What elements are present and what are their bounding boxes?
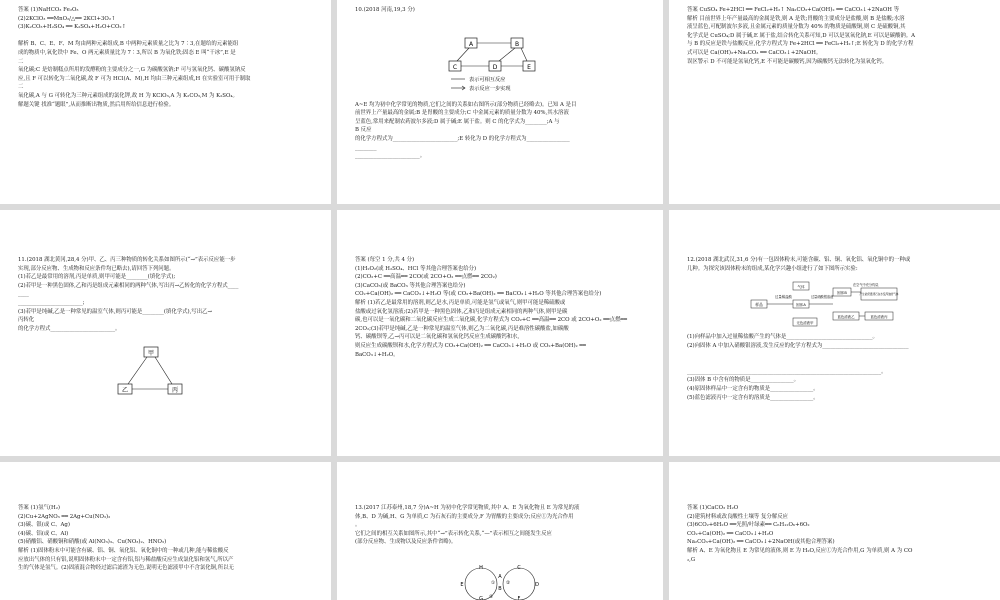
text-line: (4)原固体样品中一定含有的物质是________________。 — [687, 385, 819, 392]
text-line: (2)CO₂+C ══高温══ 2CO(或 2CO+O₂ ══点燃══ 2CO₂) — [355, 274, 497, 281]
legend-react: 表示可相互反应 — [469, 77, 506, 83]
text-line: ₂,G — [687, 556, 696, 563]
node-bing: 丙 — [171, 387, 179, 394]
label-3: ③ — [488, 595, 494, 600]
node-gas: 气体 — [797, 285, 805, 289]
text-line: ________________________; — [18, 299, 85, 306]
node-g: G — [479, 596, 483, 600]
text-line: 生的气体是氢气。(2)固液混合物经过滤后滤渣为无色,说明无色滤液甲中不含氯化铜,所以无 — [18, 565, 234, 572]
node-filtrate-jia: 无色滤液甲 — [796, 321, 814, 325]
node-co2-test: 产生能使澄清石灰水变浑浊的气体 — [859, 293, 899, 296]
node-solid-a: 固体A — [796, 303, 806, 307]
node-d: D — [535, 582, 539, 588]
node-sample: 样品 — [755, 302, 763, 307]
text-line: 答案 (1)氢气(H₂) — [18, 505, 60, 511]
text-line — [355, 15, 651, 24]
text-line: 11.(2018 湖北黄冈,28,4 分)甲、乙、丙三种物质的转化关系如图所示(“→”表示反应能一步 — [18, 257, 236, 263]
experiment-flow-diagram — [749, 278, 899, 340]
node-a: A — [498, 574, 502, 580]
node-b: B — [498, 586, 502, 592]
page-panel-3 — [669, 0, 1000, 204]
text-line: 二 — [18, 58, 24, 65]
text-line: ________________________________________________________________________。 — [687, 368, 887, 375]
text-line: ________ — [355, 144, 377, 151]
text-line: Na₂CO₃+Ca(OH)₂ ══ CaCO₃↓+2NaOH(或其他合理答案) — [687, 539, 835, 546]
cycle-diagram — [457, 556, 543, 600]
text-line: 钙、碳酸钡等,乙→丙可以是二氧化碳和氢氧化钙反应生成碳酸钙和水, — [355, 334, 520, 341]
text-line: 化学式是 CuSO₄;D 属于碱,E 属于盐,结合转化关系可知,D 可以是氢氧化钠,E 可以是碳酸钠。A — [687, 32, 916, 39]
text-line: 12.(2018 湖北武汉,31,6 分)有一包固体粉末,可能含碳、铝、铜、氧化铝、氧化铜中的一种或 — [687, 257, 911, 263]
label-2: ② — [505, 581, 511, 586]
text-line — [687, 351, 988, 360]
text-line: B 反应 — [355, 127, 372, 134]
text-line: BaCO₃↓+H₂O。 — [355, 351, 399, 358]
text-line: 实现,部分反应物、生成物和反应条件均已略去),请回答下列问题。 — [18, 265, 175, 272]
text-line: 碳,也可以是一氧化碳和二氧化碳反应生成二氧化碳,化学方程式为 CO₂+C ══高温══ 2CO 或 2CO+O₂ ══点燃══ — [355, 317, 627, 324]
text-line: (3)CaCO₃(或 BaCO₃ 等其他合理答案也给分) — [355, 282, 466, 289]
relationship-diagram-a-e — [445, 36, 563, 94]
text-line: 解析 A、E 为氧化物且 E 为常见的液体,则 E 为 H₂O,反应①为光合作用,G 为单质,则 A 为 CO — [687, 547, 913, 554]
node-filtrate-yi: 蓝色滤液乙 — [837, 315, 855, 319]
text-line — [18, 32, 319, 41]
text-line: 解析 B、C、E、F、M 均由两种元素组成,B 中两种元素质量之比为 7∶3,在题给的元素能组 — [18, 41, 239, 48]
node-e: E — [527, 64, 531, 71]
text-line: 丙转化 — [18, 317, 35, 324]
page-1-text — [18, 6, 319, 109]
node-f: F — [517, 596, 521, 600]
text-line: 成的物质中,氧化铁中 Fe、O 两元素质量比为 7∶3,所以 B 为氧化铁;固态 E 叫“干冰”,E 是 — [18, 49, 236, 56]
node-h: H — [479, 565, 483, 571]
page-panel-4 — [0, 210, 331, 456]
text-line: 前世界上产量最高的金属;B 是胃酸的主要成分;C 中金属元素的质量分数为 40%,其水溶液 — [355, 110, 569, 117]
page-5-text — [355, 256, 651, 359]
text-line: 解析 (1)若乙是最常用的溶剂,则乙是水,丙是单质,可能是氢气或氧气,则甲可能是稀硫酸或 — [355, 299, 566, 306]
page-panel-1 — [0, 0, 331, 204]
text-line: 液呈蓝色,可配制波尔多液,且金属元素的质量分数为 40% 的物质是硫酸铜,则 C 是硫酸铜,其 — [687, 24, 906, 31]
node-jia: 甲 — [147, 350, 155, 357]
text-line: CO₂+Ca(OH)₂ ══ CaCO₃↓+H₂O 等(或 CO₂+Ba(OH)₂ ══ BaCO₃↓+H₂O 等其他合理答案也给分) — [355, 291, 602, 298]
text-line: 2CO₂;(3)若甲是纯碱,乙是一种常见的温室气体,则乙为二氧化碳,丙是难溶性碳酸盐,如碳酸 — [355, 325, 569, 332]
label-1: ① — [490, 581, 496, 586]
legend-convert: 表示反应一步实现 — [469, 86, 511, 92]
text-line: 13.(2017 江苏泰州,18,7 分)A~H 为初中化学常见物质,其中 A、E 为氧化物且 E 为常见的液 — [355, 505, 580, 511]
text-line: 的化学方程式________________________。 — [18, 325, 121, 332]
text-line: (4)碳、铝(或 C、Al) — [18, 530, 69, 537]
text-line: 体,B、D 为碱,H、G 为单质,C 为石灰石的主要成分,F 为胃酸的主要成分;反应①为光合作用 — [355, 513, 574, 520]
text-line: 10.(2018 河南,19,3 分) — [355, 7, 415, 13]
page-9-text — [687, 504, 988, 564]
text-line: 则反应生成碳酸钡和水,化学方程式为 CO₂+Ca(OH)₂ ══ CaCO₃↓+H₂O 或 CO₂+Ba(OH)₂ ══ — [355, 342, 586, 349]
step-agno3: 过量硝酸银溶液 — [811, 295, 834, 299]
step-burn: 在空气中充分灼烧 — [853, 283, 879, 287]
page-7-text — [18, 504, 319, 573]
page-4-text — [18, 256, 319, 333]
triangle-diagram — [110, 344, 200, 402]
text-line: ________________________。 — [355, 153, 426, 160]
node-yi: 乙 — [121, 387, 129, 394]
node-c: C — [517, 565, 521, 571]
text-line: 解析 目前世界上年产量最高的金属是铁,则 A 是铁;胃酸的主要成分是盐酸,则 B 是盐酸;水溶 — [687, 15, 905, 22]
text-line: (5)蓝色滤液丙中一定含有的溶质是________________。 — [687, 394, 819, 401]
text-line: 应,且 F 可以转化为二氧化碳,故 F 可为 HCl(A、M),H 均由三种元素组成,H 在实验室可用于制取 — [18, 75, 251, 82]
page-panel-9 — [669, 462, 1000, 600]
text-line: 氧化碳;C 是焙制糕点所用的发酵粉的主要成分之一,G 为碳酸氢钠;F 可与氢氧化钙、碳酸氢钠反 — [18, 67, 246, 74]
text-line: (2)若甲是一种黑色固体,乙和丙是组成元素相同的两种气体,写出丙→乙转化的化学方程式____ — [18, 282, 239, 289]
text-line: 答案 CuSO₄ Fe+2HCl ══ FeCl₂+H₂↑ Na₂CO₃+Ca(OH)₂ ══ CaCO₃↓+2NaOH 等 — [687, 7, 900, 13]
text-line: 盐酸或过氧化氢溶液;(2)若甲是一种黑色固体,乙和丙是组成元素相同的两种气体,则甲是碳 — [355, 308, 568, 315]
text-line: 误区警示 D 不可能是氢氧化钙,E 不可能是碳酸钙,因为碳酸钙无法转化为氢氧化钙。 — [687, 58, 888, 65]
text-line: 与 B 的反应是铁与盐酸反应,化学方程式为 Fe+2HCl ══ FeCl₂+H₂↑;E 转化为 D 的化学方程 — [687, 41, 914, 48]
text-line: 解析 (1)固体粉末中可能含有碳、铝、铜、氧化铝、氧化铜中的一种或几种,能与稀盐酸反 — [18, 547, 229, 554]
text-line: (3)若甲是纯碱,乙是一种常见的温室气体,则丙可能是________(填化学式),写出乙→ — [18, 308, 212, 315]
text-line: 几种。为探究该固体粉末的组成,某化学兴趣小组进行了如下图所示实验: — [687, 265, 858, 272]
text-line: 它们之间的相互关系如图所示,其中“→”表示转化关系,“—”表示相互之间能发生反应 — [355, 530, 552, 537]
page-8-text — [355, 504, 651, 547]
text-line: 二 — [18, 84, 24, 91]
text-line — [687, 359, 988, 368]
text-line: 的化学方程式为________________________;E 转化为 D 的化学方程式为________________ — [355, 135, 570, 142]
text-line: (3)固体 B 中含有的物质是________________。 — [687, 377, 800, 384]
text-line: 解题关键 找准“题眼”,从而推断出物质,然后用所给信息进行检验。 — [18, 101, 175, 108]
node-filtrate-bing: 蓝色滤液丙 — [870, 315, 888, 319]
text-line: (5)硝酸铝、硝酸铜和硝酸(或 Al(NO₃)₃、Cu(NO₃)₂、HNO₃) — [18, 539, 167, 546]
text-line — [355, 23, 651, 32]
page-panel-7 — [0, 462, 331, 600]
text-line: (2)2KClO₃ ══MnO₂/△══ 2KCl+3O₂↑ — [18, 15, 116, 22]
page-panel-8 — [337, 462, 663, 600]
text-line: (1)H₂O₂(或 H₂SO₄、HCl 等其他合理答案也给分) — [355, 265, 477, 272]
text-line: 答案 (1)CaCO₃ H₂O — [687, 505, 739, 511]
text-line: (1)若乙是最常用的溶剂,丙是单质,则甲可能是________(填化学式); — [18, 274, 176, 281]
page-panel-5 — [337, 210, 663, 456]
text-line: (2)Cu+2AgNO₃ ══ 2Ag+Cu(NO₃)₂ — [18, 513, 111, 520]
node-solid-b: 固体B — [837, 291, 847, 295]
text-line: (部分反应物、生成物以及反应条件省略)。 — [355, 539, 457, 546]
text-line: (3)碳、银(或 C、Ag) — [18, 522, 70, 529]
text-line: (2)建筑材料或改良酸性土壤等 复分解反应 — [687, 513, 788, 520]
text-line: 答案 (1)NaHCO₃ Fe₂O₃ — [18, 7, 79, 13]
text-line: A~E 均为初中化学常见的物质,它们之间的关系如右图所示(部分物质已经略去)。已知 A 是目 — [355, 101, 577, 108]
page-panel-2 — [337, 0, 663, 204]
text-line: (1)向样品中加入过量稀盐酸产生的气体是________________________________。 — [687, 334, 878, 341]
text-line: ____ — [18, 291, 29, 298]
text-line: (3)K₂CO₃+H₂SO₄ ══ K₂SO₄+H₂O+CO₂↑ — [18, 24, 127, 31]
node-b: B — [514, 41, 520, 48]
node-c: C — [452, 64, 458, 71]
text-line: 答案 (每空 1 分,共 4 分) — [355, 257, 415, 263]
text-line: 应放出气体的只有铝,说明固体粉末中一定含有铝,铝与稀盐酸反应生成氯化铝和氢气,所以产 — [18, 556, 234, 563]
text-line: (2)向固体 A 中加入硝酸银溶液,发生反应的化学方程式为________________________________ — [687, 342, 909, 349]
text-line: (3)6CO₂+6H₂O ══光照/叶绿素══ C₆H₁₂O₆+6O₂ — [687, 522, 810, 529]
text-line: 。 — [355, 522, 361, 529]
text-line: CO₂+Ca(OH)₂ ══ CaCO₃↓+H₂O — [687, 530, 774, 537]
page-panel-6 — [669, 210, 1000, 456]
node-e: E — [460, 582, 464, 588]
step-hcl: 过量稀盐酸 — [775, 295, 792, 299]
text-line: 式可以是 Ca(OH)₂+Na₂CO₃ ══ CaCO₃↓+2NaOH。 — [687, 49, 822, 56]
page-3-text — [687, 6, 988, 66]
node-d: D — [492, 64, 498, 71]
text-line: 呈蓝色,常用来配制农药波尔多液;D 属于碱;E 属于盐。则 C 的化学式为________;A 与 — [355, 118, 560, 125]
node-a: A — [468, 41, 474, 48]
text-line: 氧化碳,A 与 G 可转化为三种元素组成的氯化钾,故 H 为 KClO₃,A 为 K₂CO₃,M 为 K₂SO₄。 — [18, 92, 238, 99]
